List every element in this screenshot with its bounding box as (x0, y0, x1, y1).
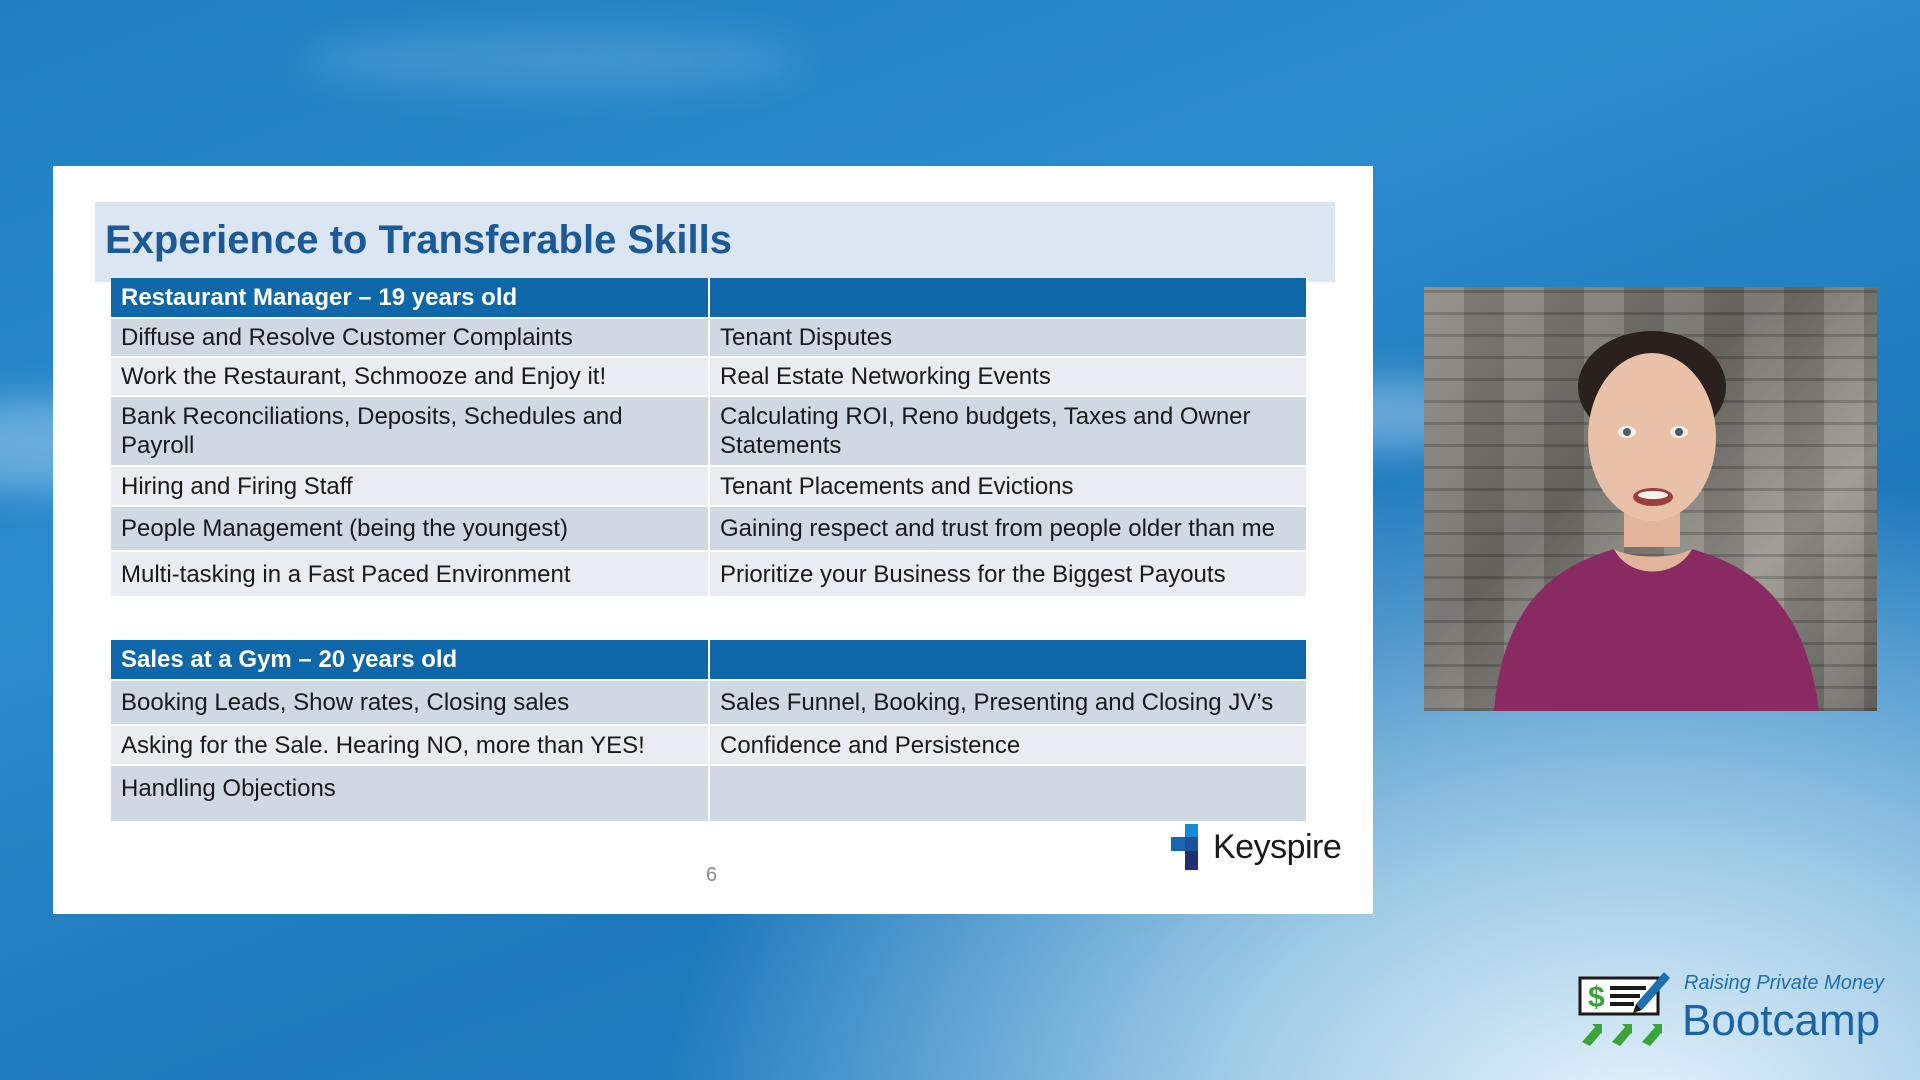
experience-cell: Bank Reconciliations, Deposits, Schedules and Payroll (111, 396, 709, 466)
skill-cell: Tenant Placements and Evictions (709, 466, 1307, 506)
skill-cell: Prioritize your Business for the Biggest Payouts (709, 551, 1307, 596)
skill-cell (709, 765, 1307, 821)
branding-subtitle: Raising Private Money (1684, 972, 1885, 994)
skill-cell: Real Estate Networking Events (709, 357, 1307, 396)
experience-cell: Booking Leads, Show rates, Closing sales (111, 680, 709, 725)
presentation-slide (53, 166, 1373, 914)
skill-cell: Calculating ROI, Reno budgets, Taxes and Owner Statements (709, 396, 1307, 466)
table-header-row (111, 640, 1307, 680)
table-header-row (111, 278, 1307, 318)
table-row (111, 725, 1307, 765)
table-row (111, 466, 1307, 506)
branding-title: Bootcamp (1682, 996, 1881, 1045)
skills-table-restaurant (111, 278, 1308, 596)
experience-cell: Hiring and Firing Staff (111, 466, 709, 506)
table-row (111, 506, 1307, 551)
background-streak (300, 30, 800, 90)
keyspire-logo (1171, 824, 1342, 876)
table-row (111, 357, 1307, 396)
skills-table-gym (111, 640, 1308, 821)
table-row (111, 396, 1307, 466)
experience-cell: Handling Objections (111, 765, 709, 821)
skill-cell: Confidence and Persistence (709, 725, 1307, 765)
experience-cell: People Management (being the youngest) (111, 506, 709, 551)
experience-cell: Multi-tasking in a Fast Paced Environment (111, 551, 709, 596)
keyspire-logo-text: Keyspire (1213, 828, 1342, 866)
skill-cell: Sales Funnel, Booking, Presenting and Closing JV’s (709, 680, 1307, 725)
presenter-video-feed (1424, 287, 1877, 711)
svg-text:$: $ (1588, 981, 1605, 1014)
experience-cell: Work the Restaurant, Schmooze and Enjoy it! (111, 357, 709, 396)
skill-cell: Tenant Disputes (709, 318, 1307, 357)
table-row (111, 765, 1307, 821)
slide-title: Experience to Transferable Skills (105, 218, 732, 262)
table-header-cell: Sales at a Gym – 20 years old (111, 640, 709, 680)
bootcamp-branding (1578, 962, 1888, 1062)
slide-page-number: 6 (706, 864, 718, 886)
table-row (111, 318, 1307, 357)
keyspire-cross-logo-icon (1171, 824, 1211, 874)
check-with-pen-and-arrows-icon (1578, 968, 1672, 1050)
table-header-cell (709, 640, 1307, 680)
table-header-cell (709, 278, 1307, 318)
table-header-cell: Restaurant Manager – 19 years old (111, 278, 709, 318)
skill-cell: Gaining respect and trust from people older than me (709, 506, 1307, 551)
experience-cell: Asking for the Sale. Hearing NO, more than YES! (111, 725, 709, 765)
presenter-webcam-feed (1424, 287, 1877, 711)
table-row (111, 551, 1307, 596)
table-row (111, 680, 1307, 725)
slide-title-bar (95, 202, 1335, 282)
experience-cell: Diffuse and Resolve Customer Complaints (111, 318, 709, 357)
